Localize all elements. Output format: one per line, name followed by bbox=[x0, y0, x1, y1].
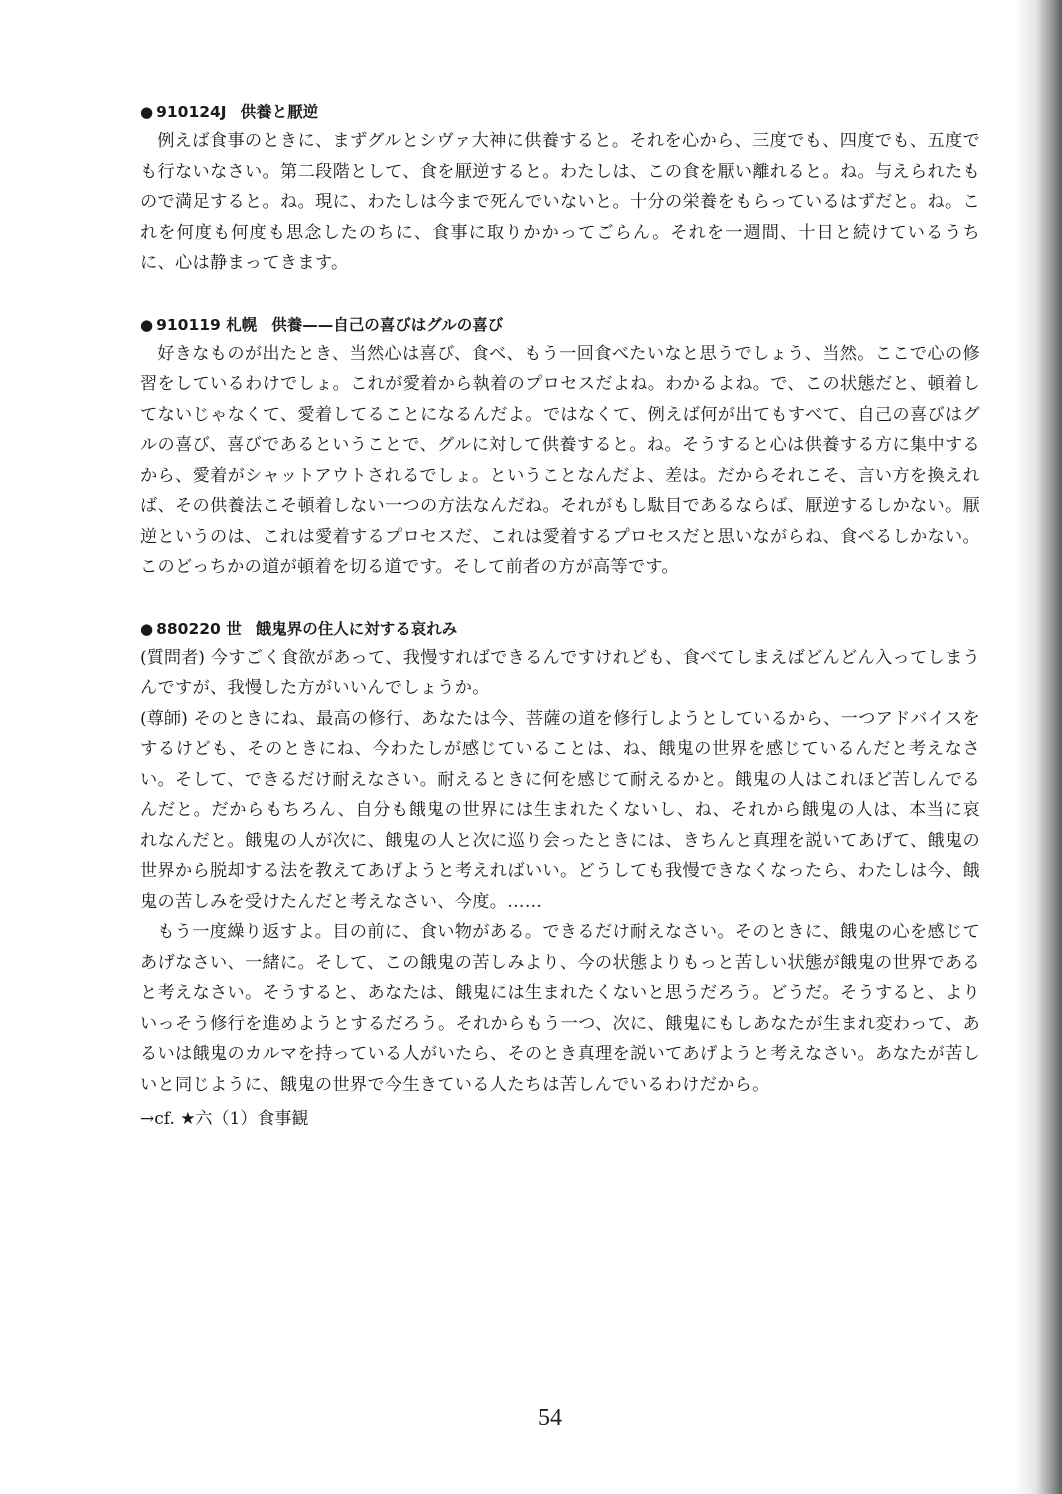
cross-reference: →cf. ★六（1）食事観 bbox=[140, 1109, 309, 1129]
section-compassion-hungry-ghosts bbox=[140, 617, 980, 1135]
section-heading bbox=[140, 617, 980, 643]
section-heading bbox=[140, 313, 980, 339]
page-content bbox=[140, 100, 980, 1168]
bullet-icon: ● bbox=[140, 103, 154, 121]
section-title: 供養——自己の喜びはグルの喜び bbox=[271, 315, 504, 334]
paragraph: 好きなものが出たとき、当然心は喜び、食べ、もう一回食べたいなと思うでしょう、当然。ここで心の修習をしているわけでしょ。これが愛着から執着のプロセスだよね。わかるよね。で、この状態だと、頓着してないじゃなくて、愛着してることになるんだよ。ではなくて、例えば何が出てもすべて、自己の喜びはグルの喜び、喜びであるということで、グルに対して供養すると。ね。そうすると心は供養する方に集中するから、愛着がシャットアウトされるでしょ。ということなんだよ、差は。だからそれこそ、言い方を換えれば、その供養法こそ頓着しない一つの方法なんだね。それがもし駄目であるならば、厭逆するしかない。厭逆というのは、これは愛着するプロセスだ、これは愛着するプロセスだと思いながらね、食べるしかない。このどっちかの道が頓着を切る道です。そして前者の方が高等です。 bbox=[140, 343, 980, 577]
section-code: 910119 札幌 bbox=[156, 315, 258, 334]
speaker-label: (質問者) bbox=[140, 647, 205, 668]
dialogue-text: そのときにね、最高の修行、あなたは今、菩薩の道を修行しようとしているから、一つアドバイスをするけども、そのときにね、今わたしが感じていることは、ね、餓鬼の世界を感じているんだと考えなさい。そして、できるだけ耐えなさい。耐えるときに何を感じて耐えるかと。餓鬼の人はこれほど苦しんでるんだと。だからもちろん、自分も餓鬼の世界には生まれたくないし、ね、それから餓鬼の人は、本当に哀れなんだと。餓鬼の人が次に、餓鬼の人と次に巡り会ったときには、きちんと真理を説いてあげて、餓鬼の世界から脱却する法を教えてあげようと考えればいい。どうしても我慢できなくなったら、わたしは今、餓鬼の苦しみを受けたんだと考えなさい、今度。…… bbox=[140, 708, 980, 912]
section-offering-joy-of-guru bbox=[140, 313, 980, 583]
dialogue-text: 今すごく食欲があって、我慢すればできるんですけれども、食べてしまえばどんどん入ってしまうんですが、我慢した方がいいんでしょうか。 bbox=[140, 647, 980, 698]
paragraph: もう一度繰り返すよ。目の前に、食い物がある。できるだけ耐えなさい。そのときに、餓鬼の心を感じてあげなさい、一緒に。そして、この餓鬼の苦しみより、今の状態よりもっと苦しい状態が餓鬼の世界であると考えなさい。そうすると、あなたは、餓鬼には生まれたくないと思うだろう。どうだ。そうすると、よりいっそう修行を進めようとするだろう。それからもう一つ、次に、餓鬼にもしあなたが生まれ変わって、あるいは餓鬼のカルマを持っている人がいたら、そのとき真理を説いてあげようと考えなさい。あなたが苦しいと同じように、餓鬼の世界で今生きている人たちは苦しんでいるわけだから。 bbox=[140, 922, 980, 1095]
section-code: 880220 世 bbox=[156, 619, 242, 638]
section-title: 餓鬼界の住人に対する哀れみ bbox=[255, 619, 458, 638]
section-offering-and-aversion bbox=[140, 100, 980, 279]
dialogue-question bbox=[140, 643, 980, 704]
section-title: 供養と厭逆 bbox=[240, 103, 319, 121]
bullet-icon: ● bbox=[140, 619, 154, 638]
section-heading bbox=[140, 100, 980, 126]
page-number: 54 bbox=[538, 1405, 562, 1431]
paragraph: 例えば食事のときに、まずグルとシヴァ大神に供養すると。それを心から、三度でも、四度でも、五度でも行ないなさい。第二段階として、食を厭逆すると。わたしは、この食を厭い離れると。ね。与えられたもので満足すると。ね。現に、わたしは今まで死んでいないと。十分の栄養をもらっているはずだと。ね。これを何度も何度も思念したのちに、食事に取りかかってごらん。それを一週間、十日と続けているうちに、心は静まってきます。 bbox=[140, 131, 980, 273]
dialogue-answer bbox=[140, 704, 980, 918]
bullet-icon: ● bbox=[140, 315, 154, 334]
speaker-label: (尊師) bbox=[140, 708, 188, 729]
section-code: 910124J bbox=[156, 103, 227, 121]
